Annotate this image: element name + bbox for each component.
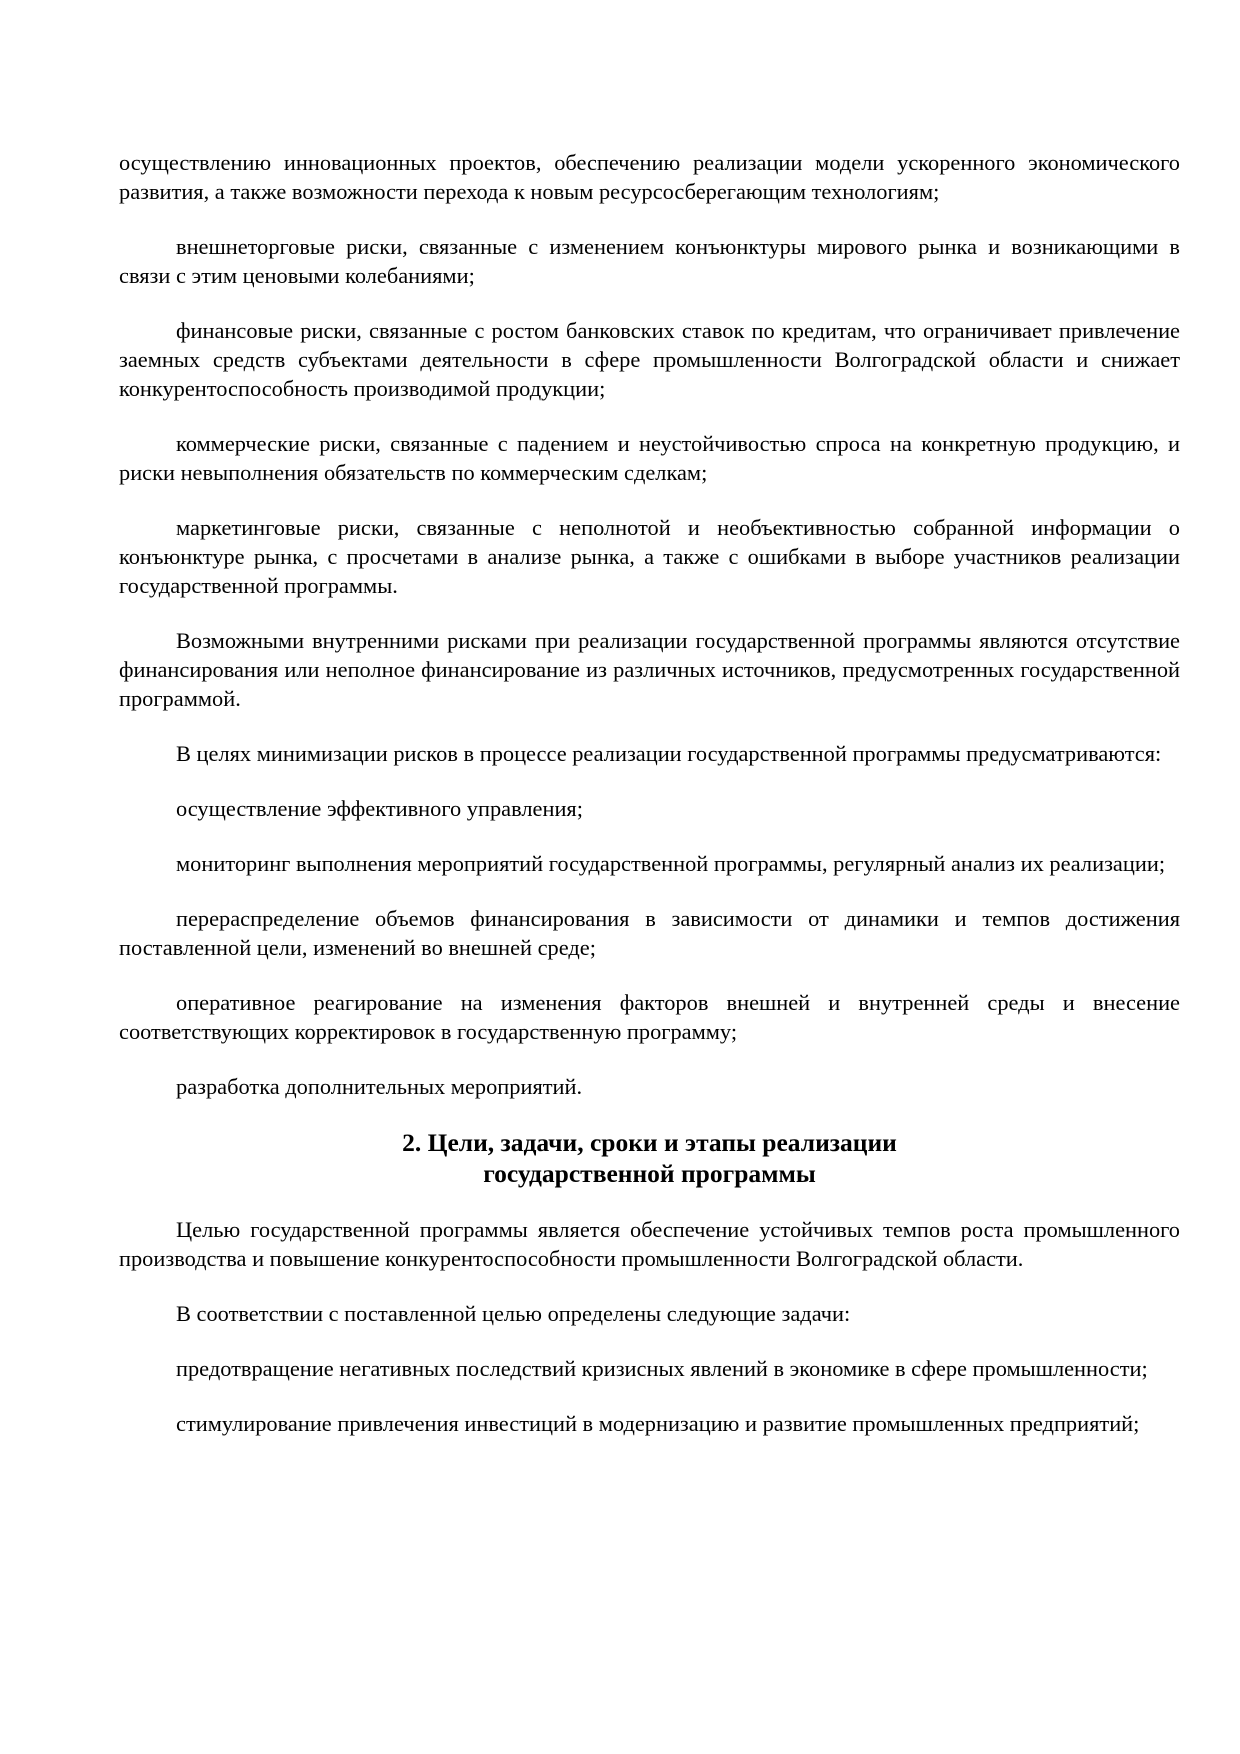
paragraph-monitoring: мониторинг выполнения мероприятий государственной программы, регулярный анализ их реализации; (176, 851, 1166, 876)
section-heading-line-1: 2. Цели, задачи, сроки и этапы реализации (402, 1128, 897, 1157)
paragraph-marketing-risks: маркетинговые риски, связанные с неполнотой и необъективностью собранной информации о конъюнктуре рынка, с просчетами в анализе рынка, а также с ошибками в выборе участников реализации государственной программы. (119, 515, 1180, 598)
paragraph-task-investment: стимулирование привлечения инвестиций в модернизацию и развитие промышленных предприятий; (176, 1411, 1140, 1436)
paragraph-innovation-risks-continued: осуществлению инновационных проектов, обеспечению реализации модели ускоренного экономического развития, а также возможности перехода к новым ресурсосберегающим технологиям; (119, 150, 1180, 204)
paragraph-additional-measures: разработка дополнительных мероприятий. (176, 1074, 583, 1099)
paragraph-effective-management: осуществление эффективного управления; (176, 796, 583, 821)
paragraph-task-crisis-prevention: предотвращение негативных последствий кризисных явлений в экономике в сфере промышленности; (176, 1356, 1148, 1381)
paragraph-redistribution: перераспределение объемов финансирования в зависимости от динамики и темпов достижения поставленной цели, изменений во внешней среде; (119, 906, 1180, 960)
section-heading-line-2: государственной программы (483, 1159, 816, 1188)
document-page (119, 148, 1180, 1464)
paragraph-internal-risks: Возможными внутренними рисками при реализации государственной программы являются отсутствие финансирования или неполное финансирование из различных источников, предусмотренных государственной программой. (119, 628, 1180, 711)
paragraph-program-goal: Целью государственной программы является обеспечение устойчивых темпов роста промышленного производства и повышение конкурентоспособности промышленности Волгоградской области. (119, 1217, 1180, 1271)
paragraph-tasks-intro: В соответствии с поставленной целью определены следующие задачи: (176, 1301, 851, 1326)
paragraph-commercial-risks: коммерческие риски, связанные с падением и неустойчивостью спроса на конкретную продукцию, и риски невыполнения обязательств по коммерческим сделкам; (119, 431, 1180, 485)
section-heading (119, 1127, 1180, 1189)
paragraph-financial-risks: финансовые риски, связанные с ростом банковских ставок по кредитам, что ограничивает привлечение заемных средств субъектами деятельности в сфере промышленности Волгоградской области и снижает конкурентоспособность производимой продукции; (119, 318, 1180, 401)
paragraph-foreign-trade-risks: внешнеторговые риски, связанные с изменением конъюнктуры мирового рынка и возникающими в связи с этим ценовыми колебаниями; (119, 234, 1180, 288)
paragraph-risk-minimization: В целях минимизации рисков в процессе реализации государственной программы предусматриваются: (176, 741, 1162, 766)
paragraph-operative-response: оперативное реагирование на изменения факторов внешней и внутренней среды и внесение соответствующих корректировок в государственную программу; (119, 990, 1180, 1044)
